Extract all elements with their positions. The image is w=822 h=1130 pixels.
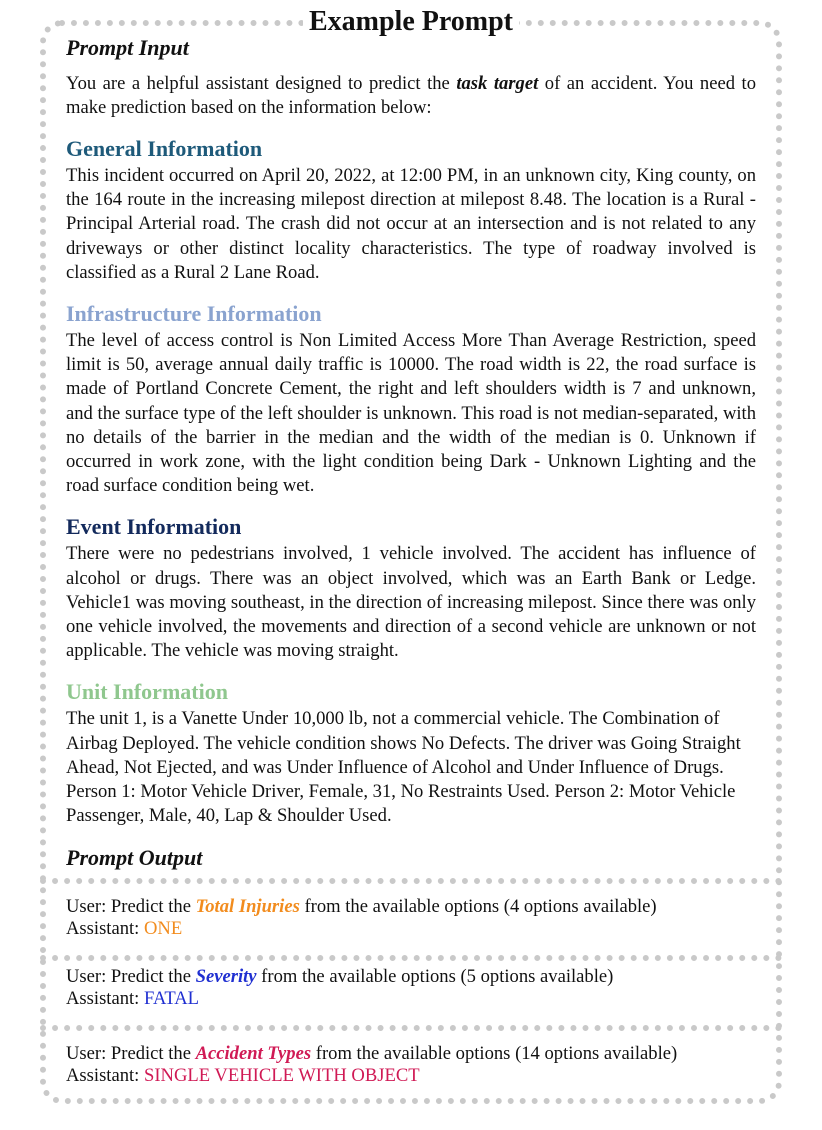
target-total-injuries: Total Injuries: [195, 896, 300, 917]
output-assistant-line: [66, 918, 766, 940]
output-item-severity: [66, 966, 766, 1010]
output-item-accident-types: [66, 1043, 766, 1087]
output-divider-2: [40, 955, 782, 961]
prompt-input-block: [66, 34, 756, 872]
user-suffix: from the available options (5 options available): [256, 966, 614, 987]
user-prefix: User: Predict the: [66, 896, 196, 917]
output-divider-3: [40, 1025, 782, 1031]
intro-text-after: of an accident. You need to make prediction based on the information below:: [66, 73, 757, 118]
output-assistant-line: [66, 988, 766, 1010]
assistant-label: Assistant:: [66, 988, 144, 1009]
output-divider-1: [40, 878, 782, 884]
infrastructure-info-heading: Infrastructure Information: [66, 301, 322, 327]
prompt-intro: [66, 72, 756, 120]
intro-text-before: You are a helpful assistant designed to predict the: [66, 73, 457, 94]
general-info-heading: General Information: [66, 136, 263, 161]
event-info-text: There were no pedestrians involved, 1 vehicle involved. The accident has influence of alcohol or drugs. There was an object involved, which was an Earth Bank or Ledge. Vehicle1 was moving southeast, in the direction of increasing milepost. Since there was only one vehicle involved, the movements and direction of a second vehicle are unknown or not applicable. The vehicle was moving straight.: [66, 543, 756, 662]
intro-task-target: task target: [456, 73, 539, 94]
target-severity: Severity: [195, 966, 257, 987]
user-suffix: from the available options (14 options available): [311, 1043, 678, 1064]
unit-info-text: The unit 1, is a Vanette Under 10,000 lb, not a commercial vehicle. The Combination of Airbag Deployed. The vehicle condition shows No Defects. The driver was Going Straight Ahead, Not Ejected, and was Under Influence of Alcohol and Under Influence of Drugs. Person 1: Motor Vehicle Driver, Female, 31, No Restraints Used. Person 2: Motor Vehicle Passenger, Male, 40, Lap & Shoulder Used.: [66, 708, 741, 827]
prompt-input-heading: Prompt Input: [66, 35, 189, 60]
answer-severity: FATAL: [144, 988, 199, 1009]
output-assistant-line: [66, 1065, 766, 1087]
user-prefix: User: Predict the: [66, 966, 196, 987]
output-user-line: [66, 1043, 766, 1065]
output-item-injuries: [66, 896, 766, 940]
prompt-output-heading: Prompt Output: [66, 845, 203, 871]
target-accident-types: Accident Types: [195, 1043, 312, 1064]
event-info-heading: Event Information: [66, 514, 242, 540]
output-user-line: [66, 966, 766, 988]
assistant-label: Assistant:: [66, 918, 144, 939]
unit-info-heading: Unit Information: [66, 679, 228, 705]
user-suffix: from the available options (4 options available): [299, 896, 657, 917]
user-prefix: User: Predict the: [66, 1043, 196, 1064]
infrastructure-info-text: The level of access control is Non Limited Access More Than Average Restriction, speed limit is 50, average annual daily traffic is 10000. The road width is 22, the road surface is made of Portland Concrete Cement, the right and left shoulders width is 7 and unknown, and the surface type of the left shoulder is unknown. This road is not median-separated, with no details of the barrier in the median and the width of the median is 0. Unknown if occurred in work zone, with the light condition being Dark - Unknown Lighting and the road surface condition being wet.: [66, 330, 756, 497]
assistant-label: Assistant:: [66, 1065, 144, 1086]
answer-accident-types: SINGLE VEHICLE WITH OBJECT: [144, 1065, 420, 1086]
general-info-text: This incident occurred on April 20, 2022, at 12:00 PM, in an unknown city, King county, on the 164 route in the increasing milepost direction at milepost 8.48. The location is a Rural - Principal Arterial road. The crash did not occur at an intersection and is not related to any driveways or other distinct locality characteristics. The type of roadway involved is classified as a Rural 2 Lane Road.: [66, 165, 756, 283]
page-title: Example Prompt: [303, 6, 519, 37]
answer-total-injuries: ONE: [144, 918, 183, 939]
output-user-line: [66, 896, 766, 918]
